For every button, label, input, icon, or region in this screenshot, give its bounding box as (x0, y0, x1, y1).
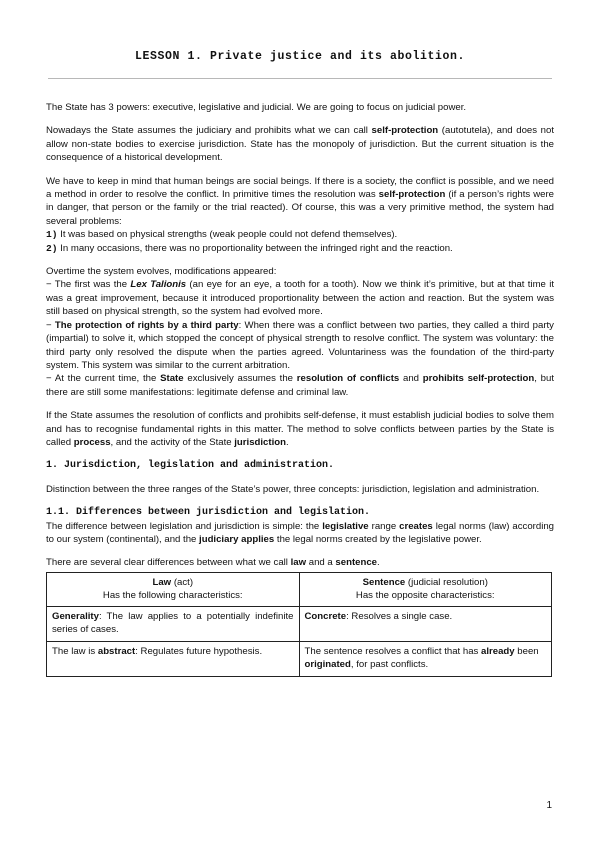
text: , for past conflicts. (350, 658, 429, 670)
text: − At the current time, the (46, 373, 161, 385)
bold-term: Law (152, 576, 172, 588)
section-heading: 1. Jurisdiction, legislation and administration. (46, 460, 335, 472)
text: exclusively assumes the (183, 373, 297, 385)
table-header-law (47, 572, 300, 607)
paragraph-difference (46, 520, 554, 547)
bold-term: prohibits self-protection (422, 373, 535, 385)
bold-term: The protection of rights by a third party (54, 319, 239, 331)
text: and (399, 373, 423, 385)
text: Has the following characteristics: (102, 589, 243, 601)
document-body (46, 101, 554, 677)
paragraph-law-sentence (46, 556, 554, 569)
table-cell (47, 607, 300, 642)
evolution-item-third-party (46, 319, 554, 373)
bold-term: law (290, 557, 307, 569)
paragraph-social-beings (46, 175, 554, 229)
bold-term: Lex Talionis (130, 279, 187, 291)
bold-term: self-protection (378, 189, 446, 201)
bold-term: legislative (322, 520, 369, 532)
text: the legal norms created by the legislative power. (274, 533, 482, 545)
bold-term: judiciary applies (199, 533, 275, 545)
text: − (46, 319, 55, 331)
text: (an eye for an eye, a tooth for a tooth). Now we think it’s primitive, but at that time it was a great improvement, because it introduced proportionality between the action and reaction. But the system was still based on physical strength, so the system had evolved more. (46, 279, 555, 318)
text: range (368, 520, 400, 532)
bold-term: Sentence (362, 576, 406, 588)
evolution-intro: Overtime the system evolves, modifications appeared: (46, 266, 277, 278)
evolution-item-talionis (46, 278, 554, 318)
table-cell (299, 641, 552, 676)
text: Has the opposite characteristics: (355, 589, 495, 601)
table-header-row (47, 572, 552, 607)
text: been (514, 645, 539, 657)
text: The law is (52, 645, 98, 657)
text: In many occasions, there was no proportionality between the infringed right and the reaction. (57, 242, 453, 254)
table-cell (47, 641, 300, 676)
bold-term: creates (399, 520, 433, 532)
bold-term: Concrete (304, 611, 347, 623)
bold-term: self-protection (371, 125, 439, 137)
text: There are several clear differences between what we call (46, 557, 291, 569)
list-number: 1) (46, 229, 58, 241)
text: and a (306, 557, 336, 569)
bold-term: process (73, 436, 111, 448)
page-number: 1 (546, 800, 552, 811)
list-number: 2) (46, 242, 58, 254)
text: (act) (171, 576, 194, 588)
page-title: LESSON 1. Private justice and its abolition. (134, 50, 466, 63)
bold-term: State (160, 373, 184, 385)
paragraph-distinction: Distinction between the three ranges of the State’s power, three concepts: jurisdiction, legislation and administration. (46, 483, 540, 495)
text: : When there was a conflict between two parties, they called a third party (impartial) to solve it, which stopped the concept of physical strength to resolve conflict. The system was voluntary: the third party only resolved the dispute when the parties agreed. Voluntariness was the foundation of the third-party system. This system was similar to the current arbitration. (46, 319, 554, 371)
text: : Resolves a single case. (346, 611, 453, 623)
bold-term: jurisdiction (234, 436, 286, 448)
text: . (377, 557, 380, 569)
bold-term: resolution of conflicts (296, 373, 400, 385)
text: (judicial resolution) (405, 576, 488, 588)
law-vs-sentence-table (46, 572, 552, 677)
text: : The law applies to a potentially indefinite series of cases. (52, 611, 294, 636)
bold-term: Generality (52, 611, 99, 623)
text: legal norms (law) according to our system (continental), and the (46, 520, 554, 545)
bold-term: originated (304, 658, 351, 670)
text: : Regulates future hypothesis. (135, 645, 263, 657)
evolution-item-state (46, 372, 554, 399)
problem-item (46, 242, 554, 255)
text: (autotutela), and does not allow non-state bodies to exercise jurisdiction. State has the monopoly of jurisdiction. But the current situation is the consequence of a historical development. (46, 125, 554, 164)
text: , but there are still some manifestations: legitimate defense and criminal law. (46, 373, 554, 398)
paragraph-process (46, 409, 554, 449)
subsection-heading: 1.1. Differences between jurisdiction and legislation. (46, 507, 371, 519)
problem-item (46, 228, 554, 241)
text: Nowadays the State assumes the judiciary and prohibits what we can call (46, 125, 372, 137)
bold-term: abstract (97, 645, 136, 657)
text: (if a person’s rights were in danger, that person or the family or the trial reacted). Of course, this was a very primitive method, the system had several problems: (46, 189, 554, 227)
text: . (285, 436, 289, 448)
text: If the State assumes the resolution of conflicts and prohibits self-defense, it must establish judicial bodies to solve them and has to recognise fundamental rights in this matter. The method to solve conflicts between parties by the State is called (46, 410, 554, 448)
title-divider (48, 78, 552, 79)
text: The difference between legislation and jurisdiction is simple: the (46, 520, 323, 532)
text: The sentence resolves a conflict that has (304, 645, 482, 657)
table-header-sentence (299, 572, 552, 607)
paragraph-monopoly (46, 124, 554, 164)
paragraph-powers: The State has 3 powers: executive, legislative and judicial. We are going to focus on judicial power. (46, 102, 467, 113)
bold-term: already (481, 645, 515, 657)
table-row (47, 607, 552, 642)
table-cell (299, 607, 552, 642)
text: It was based on physical strengths (weak people could not defend themselves). (57, 229, 398, 241)
table-row (47, 641, 552, 676)
text: , and the activity of the State (110, 436, 235, 448)
bold-term: sentence (335, 557, 377, 569)
text: − The first was the (46, 279, 131, 291)
text: We have to keep in mind that human beings are social beings. If there is a society, the conflict is possible, and we need a method in order to resolve the conflict. In primitive times the resolution was (46, 175, 554, 201)
